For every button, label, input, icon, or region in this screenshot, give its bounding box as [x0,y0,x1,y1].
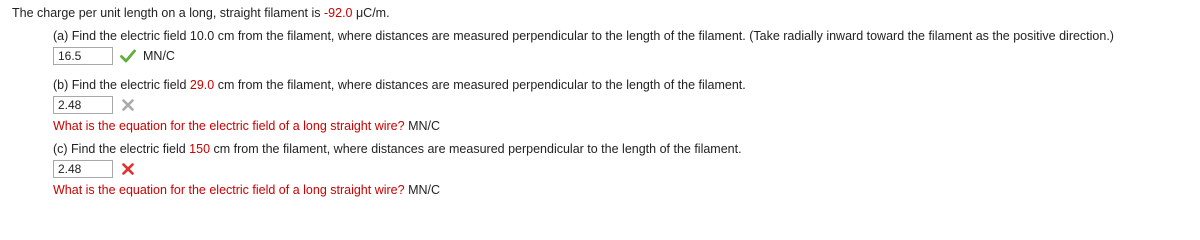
part-c-answer-input[interactable]: 2.48 [53,160,113,178]
part-a-question [53,28,1114,44]
part-c-unit: MN/C [408,183,441,197]
part-a-label: (a) [53,29,69,43]
part-c [53,141,742,198]
part-c-hint-row [53,182,742,198]
part-b [53,77,746,134]
part-c-label: (c) [53,142,68,156]
charge-value: -92.0 [324,6,353,20]
part-a-suffix: cm from the filament, where distances are measured perpendicular to the length of the filament. (Take radially inward toward the filament as the positive direction.) [214,29,1114,43]
part-b-suffix: cm from the filament, where distances are measured perpendicular to the length of the filament. [214,78,746,92]
part-c-question [53,141,742,157]
x-icon [119,160,137,178]
part-a [53,28,1114,66]
part-b-distance: 29.0 [189,78,215,92]
part-b-question [53,77,746,93]
part-c-hint: What is the equation for the electric field of a long straight wire? [53,183,405,197]
part-a-unit: MN/C [143,49,175,63]
part-b-hint-row [53,118,746,134]
part-a-answer-row [53,46,1114,66]
part-b-unit: MN/C [408,119,441,133]
problem-statement [12,6,390,20]
part-a-prefix: Find the electric field [68,29,190,43]
problem-text-start: The charge per unit length on a long, straight filament is [12,6,324,20]
part-c-distance: 150 [189,142,211,156]
x-icon [119,96,137,114]
part-b-label: (b) [53,78,69,92]
part-c-prefix: Find the electric field [67,142,190,156]
check-icon [119,47,137,65]
part-a-answer-input[interactable]: 16.5 [53,47,113,65]
part-b-answer-input[interactable]: 2.48 [53,96,113,114]
part-c-suffix: cm from the filament, where distances are measured perpendicular to the length of the filament. [210,142,742,156]
problem-text-end: μC/m. [352,6,390,20]
part-c-answer-row [53,159,742,179]
part-b-hint: What is the equation for the electric field of a long straight wire? [53,119,405,133]
part-a-distance: 10.0 [189,29,215,43]
part-b-prefix: Find the electric field [68,78,190,92]
part-b-answer-row [53,95,746,115]
